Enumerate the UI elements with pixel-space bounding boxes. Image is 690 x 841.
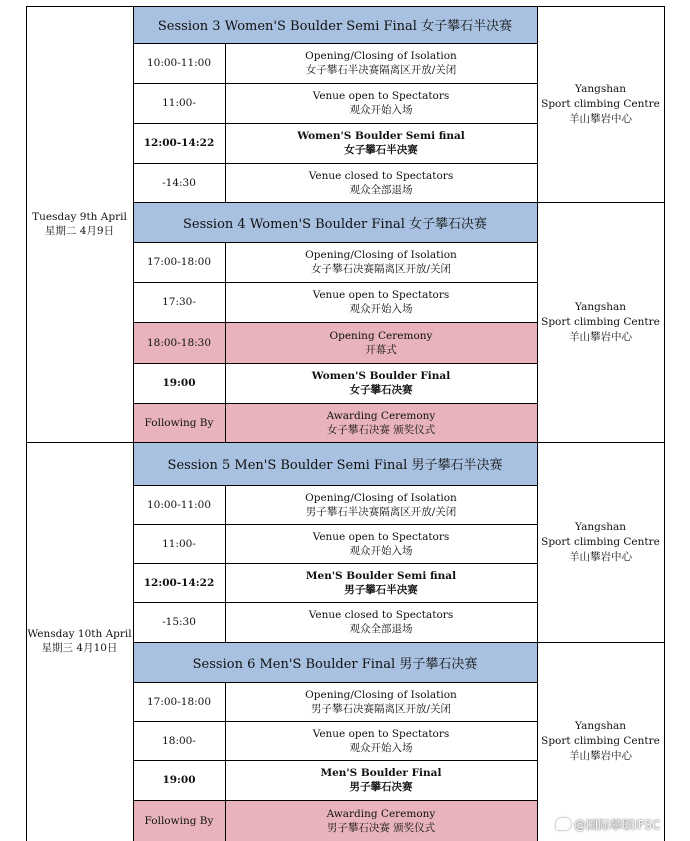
- time-cell: 19:00: [162, 774, 196, 786]
- event-title-zh: 女子攀石决赛 颁奖仪式: [326, 423, 436, 436]
- event-title: Opening/Closing of Isolation: [305, 491, 457, 504]
- time-cell: 19:00: [162, 377, 196, 389]
- time-cell: 11:00-: [162, 97, 196, 109]
- row-divider: [26, 442, 665, 443]
- event-title: Women'S Boulder Final: [311, 370, 451, 382]
- event-cell: [225, 563, 537, 602]
- day-date-zh: 星期三 4月10日: [41, 641, 118, 654]
- event-title-zh: 男子攀石半决赛: [344, 583, 418, 596]
- venue-name-zh: 羊山攀岩中心: [569, 750, 632, 762]
- event-title: Venue closed to Spectators: [308, 609, 454, 621]
- time-cell: Following By: [133, 800, 225, 841]
- event-title: Opening/Closing of Isolation: [305, 688, 457, 701]
- row-divider: [133, 524, 537, 525]
- venue-subtitle: Sport climbing Centre: [541, 535, 660, 548]
- time-cell: -15:30: [162, 616, 196, 628]
- watermark-text: @国际攀联IFSC: [574, 818, 661, 832]
- event-cell: [225, 760, 537, 800]
- event-title-zh: 男子攀石决赛 颁奖仪式: [326, 821, 436, 834]
- row-divider: [133, 202, 665, 203]
- row-divider: [133, 363, 537, 364]
- event-title-zh: 观众开始入场: [349, 741, 413, 754]
- row-divider: [133, 403, 537, 404]
- venue-name: Yangshan: [574, 82, 627, 95]
- event-title-zh: 女子攀石决赛: [349, 384, 413, 396]
- event-cell: [225, 282, 537, 322]
- row-divider: [133, 242, 537, 243]
- row-divider: [133, 682, 537, 683]
- row-divider: [133, 800, 537, 801]
- time-cell: 17:00-18:00: [146, 256, 212, 268]
- event-title-zh: 观众开始入场: [349, 544, 413, 557]
- event-cell: [225, 83, 537, 123]
- column-divider: [225, 682, 226, 841]
- time-cell: 12:00-14:22: [143, 137, 215, 149]
- column-divider: [225, 242, 226, 442]
- time-cell: 17:00-18:00: [146, 695, 212, 708]
- venue-cell: [537, 6, 664, 202]
- time-cell: Following By: [133, 403, 225, 442]
- session-header: Session 3 Women'S Boulder Semi Final 女子攀石半决赛: [133, 6, 537, 43]
- event-title: Awarding Ceremony: [326, 409, 436, 422]
- event-title: Venue open to Spectators: [312, 530, 450, 543]
- event-title: Women'S Boulder Semi final: [297, 130, 465, 142]
- event-cell: [225, 242, 537, 282]
- row-divider: [133, 485, 537, 486]
- row-divider: [133, 123, 537, 124]
- event-cell: [225, 721, 537, 760]
- event-cell: [225, 163, 537, 202]
- venue-name-zh: 羊山攀岩中心: [569, 550, 632, 563]
- event-title: Men'S Boulder Final: [320, 767, 442, 779]
- event-title: Venue open to Spectators: [312, 727, 450, 740]
- event-cell: [225, 322, 537, 363]
- column-divider: [133, 6, 134, 841]
- event-cell: [225, 403, 537, 442]
- session-header: Session 6 Men'S Boulder Final 男子攀石决赛: [133, 642, 537, 682]
- event-cell: [225, 485, 537, 524]
- table-border: [26, 6, 27, 841]
- event-cell: [225, 602, 537, 642]
- venue-subtitle: Sport climbing Centre: [541, 315, 660, 328]
- venue-name: Yangshan: [574, 520, 627, 533]
- venue-cell: [537, 202, 664, 442]
- event-cell: [225, 800, 537, 841]
- day-cell-wednesday: [26, 442, 133, 839]
- event-cell: [225, 363, 537, 403]
- row-divider: [133, 282, 537, 283]
- row-divider: [133, 602, 537, 603]
- row-divider: [133, 760, 537, 761]
- event-title: Venue open to Spectators: [312, 289, 450, 301]
- weibo-icon: [556, 818, 571, 830]
- time-cell: 18:00-: [162, 734, 196, 747]
- row-divider: [133, 322, 537, 323]
- event-title-zh: 女子攀石决赛隔离区开放/关闭: [310, 263, 452, 275]
- row-divider: [133, 83, 537, 84]
- event-title-zh: 开幕式: [365, 343, 397, 356]
- event-title-zh: 观众全部退场: [349, 623, 413, 635]
- venue-cell: [537, 442, 664, 642]
- venue-name: Yangshan: [574, 720, 627, 732]
- event-cell: [225, 524, 537, 563]
- time-cell: 10:00-11:00: [146, 498, 212, 511]
- table-border: [26, 6, 665, 7]
- event-title-zh: 男子攀石决赛隔离区开放/关闭: [310, 702, 452, 715]
- time-cell: 17:30-: [162, 296, 196, 308]
- time-cell: -14:30: [162, 176, 196, 189]
- day-date-zh: 星期二 4月9日: [44, 225, 115, 237]
- day-date-en: Tuesday 9th April: [32, 211, 127, 223]
- table-border: [664, 6, 665, 841]
- row-divider: [133, 163, 537, 164]
- row-divider: [133, 563, 537, 564]
- venue-name-zh: 羊山攀岩中心: [569, 112, 632, 125]
- day-date-en: Wensday 10th April: [27, 627, 132, 640]
- event-title-zh: 观众开始入场: [349, 303, 413, 315]
- event-title: Opening/Closing of Isolation: [305, 50, 457, 62]
- row-divider: [133, 642, 665, 643]
- event-title: Awarding Ceremony: [326, 807, 436, 820]
- event-cell: [225, 123, 537, 163]
- watermark: [556, 816, 660, 833]
- time-cell: 11:00-: [162, 537, 196, 550]
- venue-name: Yangshan: [574, 300, 627, 313]
- event-title: Men'S Boulder Semi final: [305, 569, 457, 582]
- row-divider: [133, 721, 537, 722]
- venue-name-zh: 羊山攀岩中心: [569, 330, 632, 343]
- event-title-zh: 男子攀石半决赛隔离区开放/关闭: [305, 505, 457, 518]
- event-title: Opening/Closing of Isolation: [305, 249, 457, 261]
- time-cell: 10:00-11:00: [146, 57, 212, 69]
- venue-subtitle: Sport climbing Centre: [541, 97, 660, 110]
- time-cell: 18:00-18:30: [133, 322, 225, 363]
- event-title-zh: 观众开始入场: [349, 104, 413, 116]
- event-cell: [225, 43, 537, 83]
- event-title: Opening Ceremony: [329, 329, 433, 342]
- column-divider: [537, 6, 538, 841]
- day-cell-tuesday: [26, 6, 133, 442]
- session-header: Session 4 Women'S Boulder Final 女子攀石决赛: [133, 202, 537, 242]
- venue-cell: [537, 642, 664, 841]
- row-divider: [133, 43, 537, 44]
- event-title-zh: 男子攀石决赛: [349, 781, 413, 793]
- event-title: Venue open to Spectators: [312, 90, 450, 102]
- event-title: Venue closed to Spectators: [308, 169, 454, 182]
- session-header: Session 5 Men'S Boulder Semi Final 男子攀石半决赛: [133, 442, 537, 485]
- event-title-zh: 观众全部退场: [349, 183, 413, 196]
- venue-subtitle: Sport climbing Centre: [541, 735, 660, 747]
- time-cell: 12:00-14:22: [143, 576, 215, 589]
- event-title-zh: 女子攀石半决赛: [344, 144, 418, 156]
- event-title-zh: 女子攀石半决赛隔离区开放/关闭: [305, 64, 457, 76]
- event-cell: [225, 682, 537, 721]
